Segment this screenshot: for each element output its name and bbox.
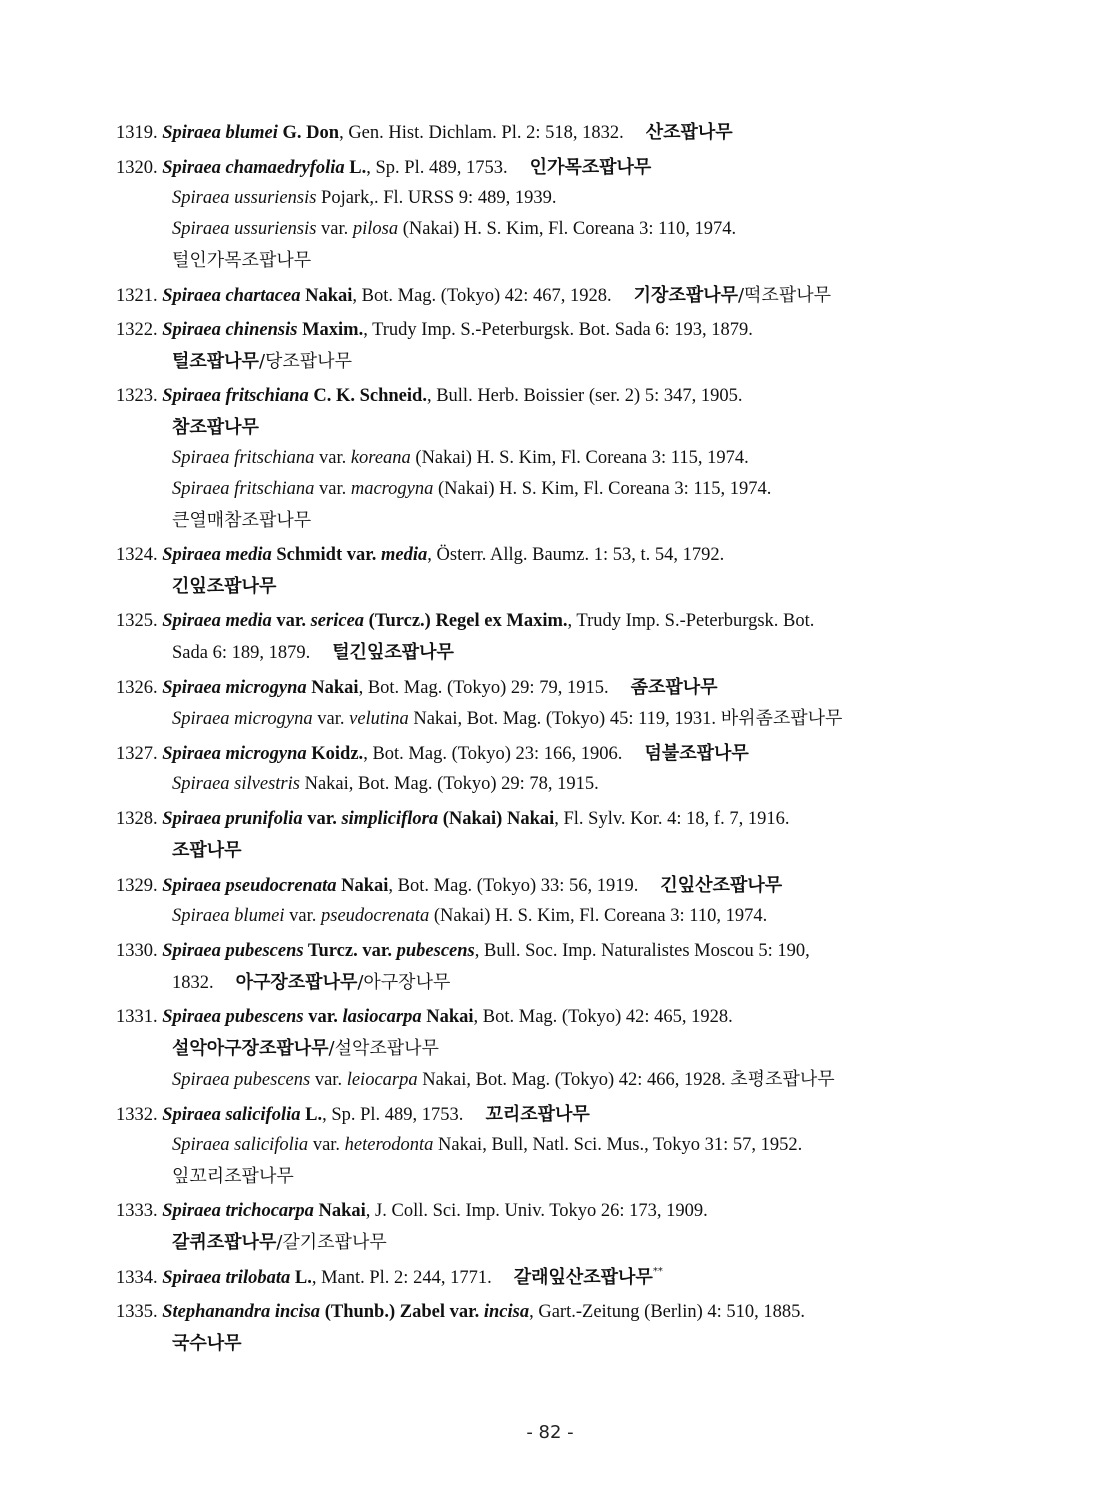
citation-text: , Bull. Herb. Boissier (ser. 2) 5: 347, 1905. — [426, 386, 743, 406]
entry-sub-line — [116, 183, 996, 214]
entry-sub-line — [116, 637, 996, 668]
citation-text: 1330. — [116, 941, 163, 961]
korean-name: 털조팝나무 — [172, 351, 259, 372]
citation-text: (Nakai) H. S. Kim, Fl. Coreana 3: 110, 1974. — [398, 219, 737, 239]
scientific-name: Spiraea media — [162, 545, 272, 565]
scientific-name: Spiraea chartacea — [162, 286, 301, 306]
entry-main-line — [116, 738, 996, 769]
korean-name: 조팝나무 — [172, 840, 242, 861]
citation-text: , Bot. Mag. (Tokyo) 42: 465, 1928. — [473, 1007, 733, 1027]
korean-alt-name: /당조팝나무 — [258, 351, 352, 372]
citation-text: var. — [284, 906, 322, 926]
entry-main-line — [116, 152, 996, 183]
citation-text: 1323. — [116, 386, 163, 406]
entry-main-line — [116, 1262, 996, 1293]
citation-text: var. — [308, 1135, 345, 1155]
entry-sub-line — [116, 443, 996, 474]
scientific-name: Spiraea chamaedryfolia — [162, 158, 345, 178]
citation-text: 1325. — [116, 611, 163, 631]
synonym-name: koreana — [350, 448, 411, 468]
citation-text: var. — [312, 709, 350, 729]
korean-alt-name: /떡조팝나무 — [737, 285, 831, 306]
korean-name: 긴잎산조팝나무 — [660, 875, 783, 896]
entry-main-line — [116, 870, 996, 901]
author-name: (Thunb.) Zabel var. — [320, 1302, 484, 1322]
author-name: (Turcz.) Regel ex Maxim. — [364, 611, 568, 631]
korean-alt-name: 바위좀조팝나무 — [720, 708, 843, 729]
author-name: Turcz. var. — [303, 941, 397, 961]
citation-text: 1334. — [116, 1268, 163, 1288]
citation-text: 1322. — [116, 320, 163, 340]
citation-text: var. — [316, 219, 353, 239]
entry-main-line — [116, 315, 996, 346]
endemic-mark: ** — [652, 1266, 663, 1277]
korean-alt-name: /설악조팝나무 — [328, 1038, 439, 1059]
entry-main-line — [116, 540, 996, 571]
scientific-name: Spiraea trichocarpa — [162, 1201, 314, 1221]
korean-alt-name: 큰열매참조팝나무 — [172, 510, 312, 531]
citation-text: 1331. — [116, 1007, 163, 1027]
korean-alt-name: 털인가목조팝나무 — [172, 250, 312, 271]
citation-text: 1329. — [116, 876, 163, 896]
species-entry — [116, 1262, 996, 1293]
citation-text: Nakai, Bot. Mag. (Tokyo) 45: 119, 1931. — [408, 709, 721, 729]
entry-main-line — [116, 672, 996, 703]
entry-main-line — [116, 606, 996, 637]
species-entry — [116, 117, 996, 148]
author-name: L. — [344, 158, 367, 178]
citation-text: Sada 6: 189, 1879. — [172, 643, 311, 663]
scientific-name: sericea — [310, 611, 365, 631]
citation-text: Nakai, Bull, Natl. Sci. Mus., Tokyo 31: 57, 1952. — [433, 1135, 803, 1155]
citation-text: , Fl. Sylv. Kor. 4: 18, f. 7, 1916. — [554, 809, 790, 829]
species-entry — [116, 1297, 996, 1359]
citation-text: , Trudy Imp. S.-Peterburgsk. Bot. — [567, 611, 815, 631]
synonym-name: Spiraea ussuriensis — [172, 188, 317, 208]
scientific-name: pubescens — [396, 941, 475, 961]
synonym-name: Spiraea pubescens — [172, 1070, 311, 1090]
entry-main-line — [116, 1002, 996, 1033]
author-name: var. — [303, 1007, 343, 1027]
citation-text: var. — [314, 448, 351, 468]
scientific-name: Spiraea microgyna — [162, 678, 307, 698]
citation-text: 1335. — [116, 1302, 163, 1322]
scientific-name: incisa — [483, 1302, 530, 1322]
author-name: (Nakai) Nakai — [438, 809, 555, 829]
species-entry — [116, 870, 996, 932]
scientific-name: Spiraea fritschiana — [162, 386, 309, 406]
scientific-name: Spiraea media — [162, 611, 272, 631]
citation-text: (Nakai) H. S. Kim, Fl. Coreana 3: 110, 1974. — [429, 906, 768, 926]
citation-text: , Bot. Mag. (Tokyo) 23: 166, 1906. — [363, 744, 623, 764]
korean-alt-name: /아구장나무 — [357, 972, 451, 993]
entry-main-line — [116, 1099, 996, 1130]
entry-sub-line — [116, 412, 996, 443]
korean-name: 인가목조팝나무 — [529, 157, 652, 178]
entry-sub-line — [116, 571, 996, 602]
author-name: var. — [271, 611, 311, 631]
species-entry — [116, 540, 996, 602]
citation-text: , Gart.-Zeitung (Berlin) 4: 510, 1885. — [529, 1302, 806, 1322]
scientific-name: Spiraea chinensis — [162, 320, 298, 340]
author-name: var. — [302, 809, 342, 829]
citation-text: , Gen. Hist. Dichlam. Pl. 2: 518, 1832. — [339, 123, 624, 143]
synonym-name: Spiraea ussuriensis — [172, 219, 317, 239]
author-name: G. Don — [277, 123, 340, 143]
entry-sub-line — [116, 1130, 996, 1161]
korean-name: 덤불조팝나무 — [644, 743, 749, 764]
scientific-name: Spiraea prunifolia — [162, 809, 303, 829]
citation-text: 1332. — [116, 1105, 163, 1125]
korean-alt-name: 잎꼬리조팝나무 — [172, 1166, 294, 1187]
entry-main-line — [116, 117, 996, 148]
scientific-name: media — [381, 545, 428, 565]
synonym-name: Spiraea microgyna — [172, 709, 313, 729]
citation-text: , Trudy Imp. S.-Peterburgsk. Bot. Sada 6: 193, 1879. — [363, 320, 753, 340]
page-number: - 82 - — [526, 1422, 574, 1443]
citation-text: (Nakai) H. S. Kim, Fl. Coreana 3: 115, 1974. — [433, 479, 772, 499]
citation-text: , J. Coll. Sci. Imp. Univ. Tokyo 26: 173, 1909. — [365, 1201, 708, 1221]
synonym-name: Spiraea silvestris — [172, 774, 300, 794]
author-name: Nakai — [313, 1201, 366, 1221]
entry-sub-line — [116, 967, 996, 998]
citation-text: , Bot. Mag. (Tokyo) 33: 56, 1919. — [388, 876, 639, 896]
species-list — [116, 117, 996, 1363]
scientific-name: lasiocarpa — [342, 1007, 422, 1027]
citation-text: Pojark,. Fl. URSS 9: 489, 1939. — [316, 188, 557, 208]
citation-text: , Bot. Mag. (Tokyo) 42: 467, 1928. — [352, 286, 612, 306]
entry-sub-line — [116, 474, 996, 505]
citation-text: , Sp. Pl. 489, 1753. — [366, 158, 508, 178]
citation-text: 1832. — [172, 973, 214, 993]
species-entry — [116, 315, 996, 377]
scientific-name: Spiraea pubescens — [162, 941, 304, 961]
synonym-name: macrogyna — [350, 479, 434, 499]
synonym-name: Spiraea fritschiana — [172, 479, 315, 499]
citation-text: , Österr. Allg. Baumz. 1: 53, t. 54, 1792. — [427, 545, 725, 565]
entry-sub-line — [116, 901, 996, 932]
scientific-name: Spiraea trilobata — [162, 1268, 291, 1288]
synonym-name: velutina — [349, 709, 409, 729]
species-entry — [116, 280, 996, 311]
entry-sub-line — [116, 1227, 996, 1258]
author-name: Nakai — [336, 876, 389, 896]
korean-name: 꼬리조팝나무 — [485, 1104, 590, 1125]
korean-alt-name: /갈기조팝나무 — [276, 1232, 387, 1253]
citation-text: , Sp. Pl. 489, 1753. — [322, 1105, 464, 1125]
citation-text: 1320. — [116, 158, 163, 178]
entry-sub-line — [116, 769, 996, 800]
citation-text: 1333. — [116, 1201, 163, 1221]
citation-text: , Bull. Soc. Imp. Naturalistes Moscou 5: 190, — [474, 941, 810, 961]
author-name: Schmidt var. — [271, 545, 382, 565]
citation-text: Nakai, Bot. Mag. (Tokyo) 42: 466, 1928. — [417, 1070, 731, 1090]
citation-text: , Bot. Mag. (Tokyo) 29: 79, 1915. — [358, 678, 609, 698]
author-name: Nakai — [300, 286, 353, 306]
scientific-name: Stephanandra incisa — [162, 1302, 321, 1322]
author-name: Nakai — [306, 678, 359, 698]
entry-main-line — [116, 280, 996, 311]
species-entry — [116, 1002, 996, 1095]
synonym-name: pseudocrenata — [321, 906, 430, 926]
author-name: Koidz. — [306, 744, 364, 764]
scientific-name: Spiraea pseudocrenata — [162, 876, 337, 896]
synonym-name: heterodonta — [344, 1135, 434, 1155]
citation-text: 1321. — [116, 286, 163, 306]
species-entry — [116, 672, 996, 734]
korean-name: 긴잎조팝나무 — [172, 576, 277, 597]
entry-main-line — [116, 936, 996, 967]
scientific-name: Spiraea microgyna — [162, 744, 307, 764]
entry-sub-line — [116, 1161, 996, 1192]
entry-main-line — [116, 381, 996, 412]
citation-text: 1324. — [116, 545, 163, 565]
species-entry — [116, 738, 996, 800]
korean-name: 털긴잎조팝나무 — [332, 642, 454, 663]
entry-sub-line — [116, 245, 996, 276]
korean-name: 산조팝나무 — [645, 122, 733, 143]
species-entry — [116, 1099, 996, 1192]
synonym-name: pilosa — [352, 219, 399, 239]
author-name: L. — [300, 1105, 323, 1125]
species-entry — [116, 381, 996, 536]
entry-sub-line — [116, 1033, 996, 1064]
species-entry — [116, 1196, 996, 1258]
scientific-name: simpliciflora — [341, 809, 439, 829]
korean-name: 아구장조팝나무 — [235, 972, 358, 993]
author-name: Maxim. — [297, 320, 364, 340]
species-entry — [116, 152, 996, 276]
scientific-name: Spiraea blumei — [162, 123, 278, 143]
synonym-name: Spiraea blumei — [172, 906, 285, 926]
synonym-name: leiocarpa — [346, 1070, 418, 1090]
synonym-name: Spiraea salicifolia — [172, 1135, 309, 1155]
entry-sub-line — [116, 346, 996, 377]
species-entry — [116, 804, 996, 866]
entry-sub-line — [116, 1064, 996, 1095]
citation-text: 1328. — [116, 809, 163, 829]
entry-sub-line — [116, 835, 996, 866]
korean-name: 국수나무 — [172, 1333, 242, 1354]
korean-name: 갈퀴조팝나무 — [172, 1232, 277, 1253]
citation-text: 1319. — [116, 123, 163, 143]
author-name: L. — [290, 1268, 312, 1288]
korean-name: 갈래잎산조팝나무 — [513, 1267, 653, 1288]
korean-alt-name: 초평조팝나무 — [730, 1069, 835, 1090]
author-name: Nakai — [421, 1007, 474, 1027]
citation-text: 1326. — [116, 678, 163, 698]
scientific-name: Spiraea pubescens — [162, 1007, 304, 1027]
citation-text: var. — [310, 1070, 347, 1090]
citation-text: var. — [314, 479, 351, 499]
korean-name: 기장조팝나무 — [633, 285, 738, 306]
citation-text: (Nakai) H. S. Kim, Fl. Coreana 3: 115, 1974. — [410, 448, 749, 468]
species-entry — [116, 936, 996, 998]
entry-sub-line — [116, 505, 996, 536]
entry-sub-line — [116, 703, 996, 734]
scientific-name: Spiraea salicifolia — [162, 1105, 301, 1125]
entry-sub-line — [116, 214, 996, 245]
citation-text: Nakai, Bot. Mag. (Tokyo) 29: 78, 1915. — [299, 774, 599, 794]
species-entry — [116, 606, 996, 668]
entry-main-line — [116, 804, 996, 835]
author-name: C. K. Schneid. — [308, 386, 427, 406]
synonym-name: Spiraea fritschiana — [172, 448, 315, 468]
entry-main-line — [116, 1297, 996, 1328]
korean-name: 참조팝나무 — [172, 417, 259, 438]
citation-text: , Mant. Pl. 2: 244, 1771. — [311, 1268, 492, 1288]
korean-name: 좀조팝나무 — [630, 677, 718, 698]
citation-text: 1327. — [116, 744, 163, 764]
korean-name: 설악아구장조팝나무 — [172, 1038, 329, 1059]
entry-sub-line — [116, 1328, 996, 1359]
entry-main-line — [116, 1196, 996, 1227]
